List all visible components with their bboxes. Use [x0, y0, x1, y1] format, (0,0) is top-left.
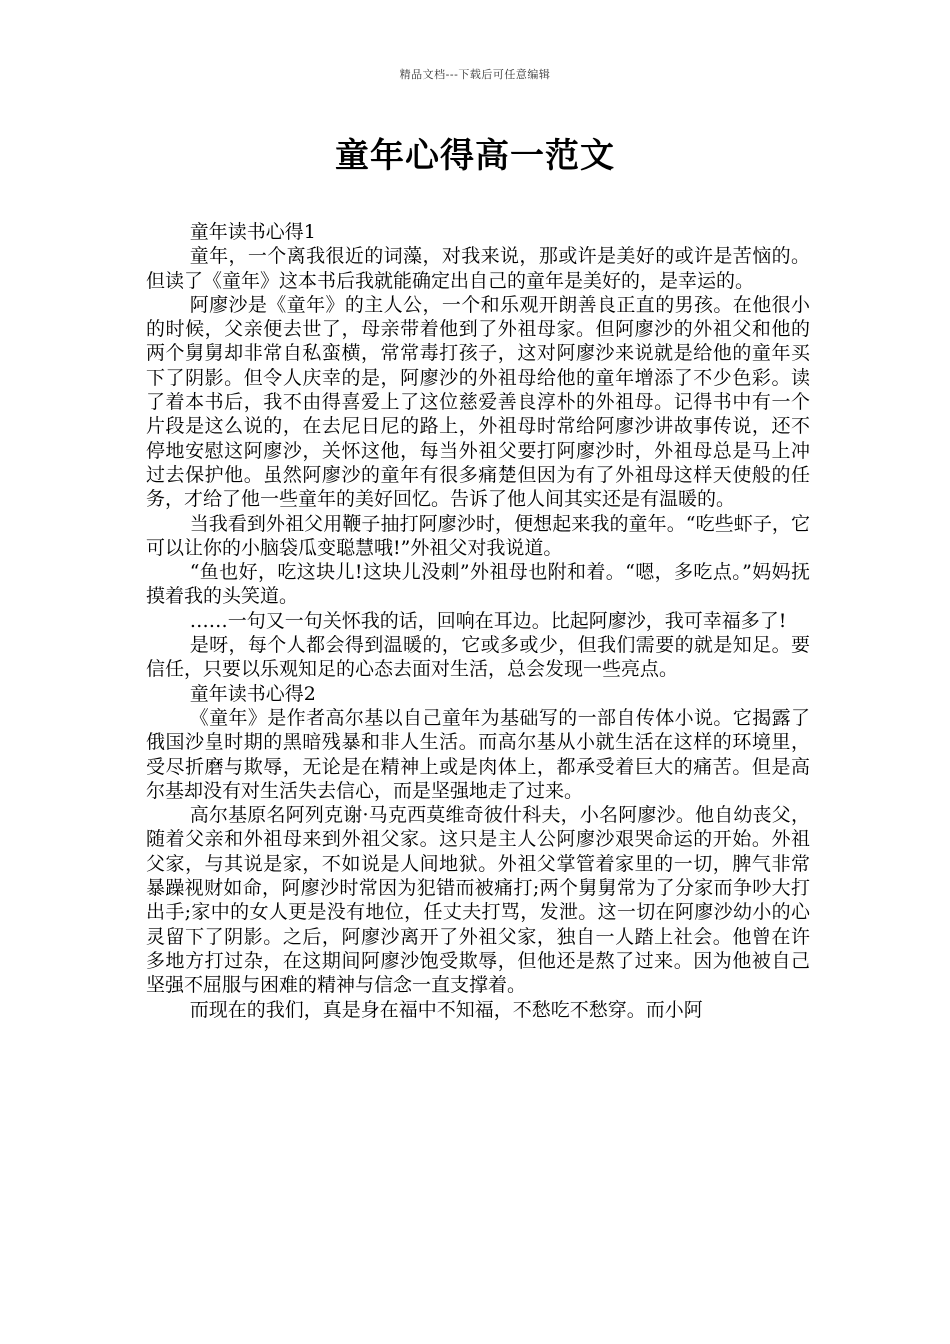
paragraph: 童年，一个离我很近的词藻，对我来说，那或许是美好的或许是苦恼的。但读了《童年》这本书后我就能确定出自己的童年是美好的，是幸运的。	[146, 245, 810, 292]
header-note: 精品文档---下载后可任意编辑	[399, 68, 551, 81]
paragraph: ……一句又一句关怀我的话，回响在耳边。比起阿廖沙，我可幸福多了!	[189, 609, 787, 632]
document-title: 童年心得高一范文	[335, 136, 615, 176]
paragraph: 是呀，每个人都会得到温暖的，它或多或少，但我们需要的就是知足。要信任，只要以乐观知足的心态去面对生活，总会发现一些亮点。	[146, 634, 810, 681]
paragraph: 阿廖沙是《童年》的主人公，一个和乐观开朗善良正直的男孩。在他很小的时候，父亲便去世了，母亲带着他到了外祖母家。但阿廖沙的外祖父和他的两个舅舅却非常自私蛮横，常常毒打孩子，这对阿廖沙来说就是给他的童年买下了阴影。但令人庆幸的是，阿廖沙的外祖母给他的童年增添了不少色彩。读了着本书后，我不由得喜爱上了这位慈爱善良淳朴的外祖母。记得书中有一个片段是这么说的，在去尼日尼的路上，外祖母时常给阿廖沙讲故事传说，还不停地安慰这阿廖沙，关怀这他，每当外祖父要打阿廖沙时，外祖母总是马上冲过去保护他。虽然阿廖沙的童年有很多痛楚但因为有了外祖母这样天使般的任务，才给了他一些童年的美好回忆。告诉了他人间其实还是有温暖的。	[146, 293, 810, 511]
paragraph: 《童年》是作者高尔基以自己童年为基础写的一部自传体小说。它揭露了俄国沙皇时期的黑暗残暴和非人生活。而高尔基从小就生活在这样的环境里，受尽折磨与欺辱，无论是在精神上或是肉体上，都承受着巨大的痛苦。但是高尔基却没有对生活失去信心，而是坚强地走了过来。	[146, 706, 810, 802]
paragraph: 当我看到外祖父用鞭子抽打阿廖沙时，便想起来我的童年。“吃些虾子，它可以让你的小脑袋瓜变聪慧哦!”外祖父对我说道。	[146, 512, 810, 559]
section-heading: 童年读书心得2	[189, 682, 316, 705]
document-body	[146, 220, 810, 1022]
paragraph: 而现在的我们，真是身在福中不知福，不愁吃不愁穿。而小阿	[189, 998, 703, 1021]
section-heading: 童年读书心得1	[189, 221, 316, 243]
paragraph: “鱼也好，吃这块儿!这块儿没刺”外祖母也附和着。“嗯，多吃点。”妈妈抚摸着我的头笑道。	[146, 561, 810, 608]
paragraph: 高尔基原名阿列克谢·马克西莫维奇彼什科夫，小名阿廖沙。他自幼丧父，随着父亲和外祖母来到外祖父家。这只是主人公阿廖沙艰哭命运的开始。外祖父家，与其说是家，不如说是人间地狱。外祖父掌管着家里的一切，脾气非常暴躁视财如命，阿廖沙时常因为犯错而被痛打;两个舅舅常为了分家而争吵大打出手;家中的女人更是没有地位，任丈夫打骂，发泄。这一切在阿廖沙幼小的心灵留下了阴影。之后，阿廖沙离开了外祖父家，独自一人踏上社会。他曾在许多地方打过杂，在这期间阿廖沙饱受欺辱，但他还是熬了过来。因为他被自己坚强不屈服与困难的精神与信念一直支撑着。	[146, 804, 810, 997]
